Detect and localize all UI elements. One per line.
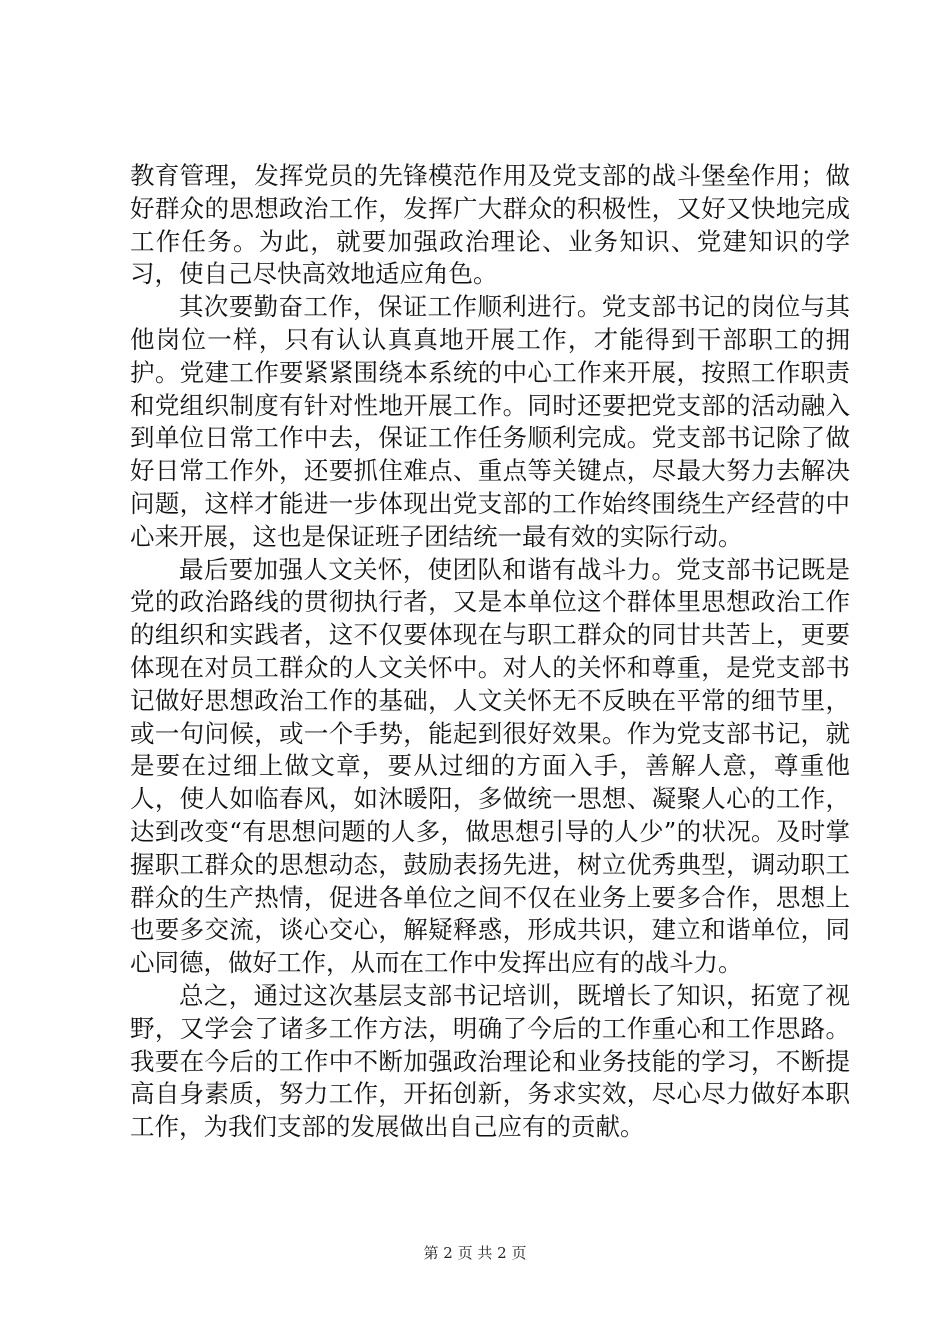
document-body: [130, 160, 850, 1144]
paragraph-continued: 教育管理，发挥党员的先锋模范作用及党支部的战斗堡垒作用；做好群众的思想政治工作，发挥广大群众的积极性，又好又快地完成工作任务。为此，就要加强政治理论、业务知识、党建知识的学习，使自己尽快高效地适应角色。: [130, 161, 850, 289]
paragraph-conclusion: 总之，通过这次基层支部书记培训，既增长了知识，拓宽了视野，又学会了诸多工作方法，明确了今后的工作重心和工作思路。我要在今后的工作中不断加强政治理论和业务技能的学习，不断提高自身素质，努力工作，开拓创新，务求实效，尽心尽力做好本职工作，为我们支部的发展做出自己应有的贡献。: [130, 980, 850, 1142]
paragraph-humanistic-care: 最后要加强人文关怀，使团队和谐有战斗力。党支部书记既是党的政治路线的贯彻执行者，又是本单位这个群体里思想政治工作的组织和实践者，这不仅要体现在与职工群众的同甘共苦上，更要体现在对员工群众的人文关怀中。对人的关怀和尊重，是党支部书记做好思想政治工作的基础，人文关怀无不反映在平常的细节里，或一句问候，或一个手势，能起到很好效果。作为党支部书记，就是要在过细上做文章，要从过细的方面入手，善解人意，尊重他人，使人如临春风，如沐暖阳，多做统一思想、凝聚人心的工作，达到改变“有思想问题的人多，做思想引导的人少”的状况。及时掌握职工群众的思想动态，鼓励表扬先进，树立优秀典型，调动职工群众的生产热情，促进各单位之间不仅在业务上要多合作，思想上也要多交流，谈心交心，解疑释惑，形成共识，建立和谐单位，同心同德，做好工作，从而在工作中发挥出应有的战斗力。: [130, 554, 850, 978]
paragraph-work-diligently: 其次要勤奋工作，保证工作顺利进行。党支部书记的岗位与其他岗位一样，只有认认真真地开展工作，才能得到干部职工的拥护。党建工作要紧紧围绕本系统的中心工作来开展，按照工作职责和党组织制度有针对性地开展工作。同时还要把党支部的活动融入到单位日常工作中去，保证工作任务顺利完成。党支部书记除了做好日常工作外，还要抓住难点、重点等关键点，尽最大努力去解决问题，这样才能进一步体现出党支部的工作始终围绕生产经营的中心来开展，这也是保证班子团结统一最有效的实际行动。: [130, 292, 850, 551]
page-footer: 第 2 页 共 2 页: [423, 1244, 527, 1262]
